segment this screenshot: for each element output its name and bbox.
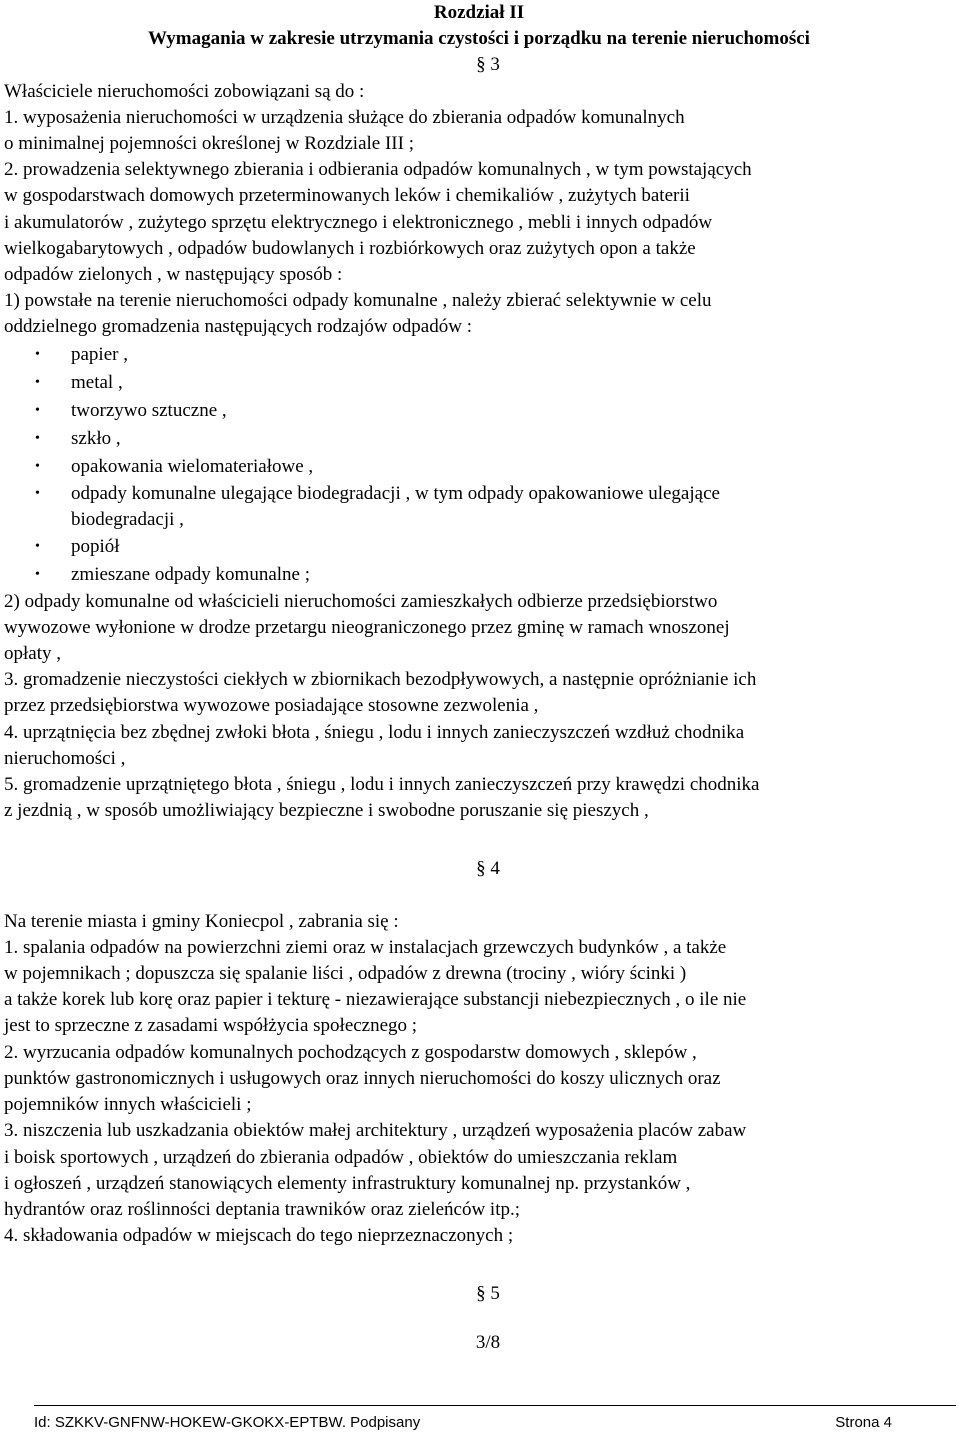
text-line: i boisk sportowych , urządzeń do zbierania odpadów , obiektów do umieszczania reklam xyxy=(4,1146,678,1168)
text-line: 4. uprzątnięcia bez zbędnej zwłoki błota , śniegu , lodu i innych zanieczyszczeń wzdłuż chodnika xyxy=(4,721,745,743)
bullet-icon: • xyxy=(35,458,40,474)
section-3-point-2-sub-2 xyxy=(4,589,954,668)
section-3-point-2-sub-1 xyxy=(4,288,954,340)
text-line: hydrantów oraz roślinności deptania trawników oraz zieleńców itp.; xyxy=(4,1198,520,1220)
section-4-point-4 xyxy=(4,1223,954,1249)
section-4-point-3 xyxy=(4,1118,954,1223)
page-number: Strona 4 xyxy=(835,1414,892,1431)
document-page xyxy=(4,0,954,1356)
section-3-point-4 xyxy=(4,720,954,772)
waste-types-list xyxy=(4,341,954,589)
section-3-mark: § 3 xyxy=(476,54,500,76)
text-line: 1. spalania odpadów na powierzchni ziemi oraz w instalacjach grzewczych budynków , a także xyxy=(4,936,727,958)
list-item: • odpady komunalne ulegające biodegradacji , w tym odpady opakowaniowe ulegające biodegradacji , xyxy=(35,482,720,530)
text-line: w gospodarstwach domowych przeterminowanych leków i chemikaliów , zużytych baterii xyxy=(4,185,690,207)
text-line: 3. gromadzenie nieczystości ciekłych w zbiornikach bezodpływowych, a następnie opróżnianie ich xyxy=(4,669,757,691)
list-item: • papier , xyxy=(4,341,954,369)
list-item: • popiół xyxy=(4,533,954,561)
document-id: Id: SZKKV-GNFNW-HOKEW-GKOKX-EPTBW. Podpisany xyxy=(34,1414,421,1431)
text-line: wielkogabarytowych , odpadów budowlanych i rozbiórkowych oraz zużytych opon a także xyxy=(4,237,696,259)
text-line: i ogłoszeń , urządzeń stanowiących elementy infrastruktury komunalnej np. przystanków , xyxy=(4,1172,691,1194)
text-line: 1) powstałe na terenie nieruchomości odpady komunalne , należy zbierać selektywnie w celu xyxy=(4,290,712,312)
text-line: 2) odpady komunalne od właścicieli nieruchomości zamieszkałych odbierze przedsiębiorstwo xyxy=(4,590,718,612)
text-line: 2. wyrzucania odpadów komunalnych pochodzących z gospodarstw domowych , sklepów , xyxy=(4,1041,697,1063)
section-3-point-5 xyxy=(4,772,954,824)
text-line: 3. niszczenia lub uszkadzania obiektów małej architektury , urządzeń wyposażenia placów zabaw xyxy=(4,1120,747,1142)
section-4-point-2 xyxy=(4,1040,954,1119)
page-counter: 3/8 xyxy=(475,1331,501,1353)
section-4-intro: Na terenie miasta i gminy Koniecpol , zabrania się : xyxy=(4,910,399,932)
text-line: wywozowe wyłonione w drodze przetargu nieograniczonego przez gminę w ramach wnoszonej xyxy=(4,616,730,638)
bullet-icon: • xyxy=(35,538,40,554)
section-3-point-1 xyxy=(4,105,954,157)
list-item: • szkło , xyxy=(4,425,954,453)
text-line: 2. prowadzenia selektywnego zbierania i odbierania odpadów komunalnych , w tym powstających xyxy=(4,159,752,181)
bullet-icon: • xyxy=(35,402,40,418)
text-line: odpadów zielonych , w następujący sposób : xyxy=(4,264,343,286)
bullet-icon: • xyxy=(35,566,40,582)
text-line: o minimalnej pojemności określonej w Rozdziale III ; xyxy=(4,133,414,155)
chapter-title: Rozdział II xyxy=(433,2,525,23)
text-line: przez przedsiębiorstwa wywozowe posiadające stosowne zezwolenia , xyxy=(4,695,539,717)
text-line: 5. gromadzenie uprzątniętego błota , śniegu , lodu i innych zanieczyszczeń przy krawędzi chodnika xyxy=(4,774,760,796)
text-line: pojemników innych właścicieli ; xyxy=(4,1094,252,1116)
chapter-subtitle: Wymagania w zakresie utrzymania czystości i porządku na terenie nieruchomości xyxy=(148,28,810,50)
page-footer xyxy=(34,1405,956,1434)
text-line: jest to sprzeczne z zasadami współżycia społecznego ; xyxy=(4,1015,418,1037)
list-item: • metal , xyxy=(4,369,954,397)
list-item: • tworzywo sztuczne , xyxy=(4,397,954,425)
text-line: punktów gastronomicznych i usługowych oraz innych nieruchomości do koszy ulicznych oraz xyxy=(4,1067,721,1089)
text-line: 1. wyposażenia nieruchomości w urządzenia służące do zbierania odpadów komunalnych xyxy=(4,106,685,128)
section-4-point-1 xyxy=(4,935,954,1040)
text-line: w pojemnikach ; dopuszcza się spalanie liści , odpadów z drewna (trociny , wióry ścinki ) xyxy=(4,963,687,985)
section-4-mark: § 4 xyxy=(476,858,500,880)
text-line: 4. składowania odpadów w miejscach do tego nieprzeznaczonych ; xyxy=(4,1225,514,1247)
section-3-point-2 xyxy=(4,157,954,288)
bullet-icon: • xyxy=(35,485,40,501)
text-line: i akumulatorów , zużytego sprzętu elektrycznego i elektronicznego , mebli i innych odpadów xyxy=(4,211,713,233)
bullet-icon: • xyxy=(35,430,40,446)
section-3-point-3 xyxy=(4,667,954,719)
list-item: • opakowania wielomateriałowe , xyxy=(4,453,954,481)
list-item: • zmieszane odpady komunalne ; xyxy=(4,561,954,589)
section-3-intro: Właściciele nieruchomości zobowiązani są do : xyxy=(4,80,365,102)
text-line: oddzielnego gromadzenia następujących rodzajów odpadów : xyxy=(4,316,472,338)
bullet-icon: • xyxy=(35,374,40,390)
bullet-icon: • xyxy=(35,346,40,362)
text-line: nieruchomości , xyxy=(4,747,126,769)
text-line: z jezdnią , w sposób umożliwiający bezpieczne i swobodne poruszanie się pieszych , xyxy=(4,800,649,822)
text-line: opłaty , xyxy=(4,643,61,665)
text-line: a także korek lub korę oraz papier i tekturę - niezawierające substancji niebezpiecznych , o ile nie xyxy=(4,989,747,1011)
section-5-mark: § 5 xyxy=(476,1283,500,1305)
